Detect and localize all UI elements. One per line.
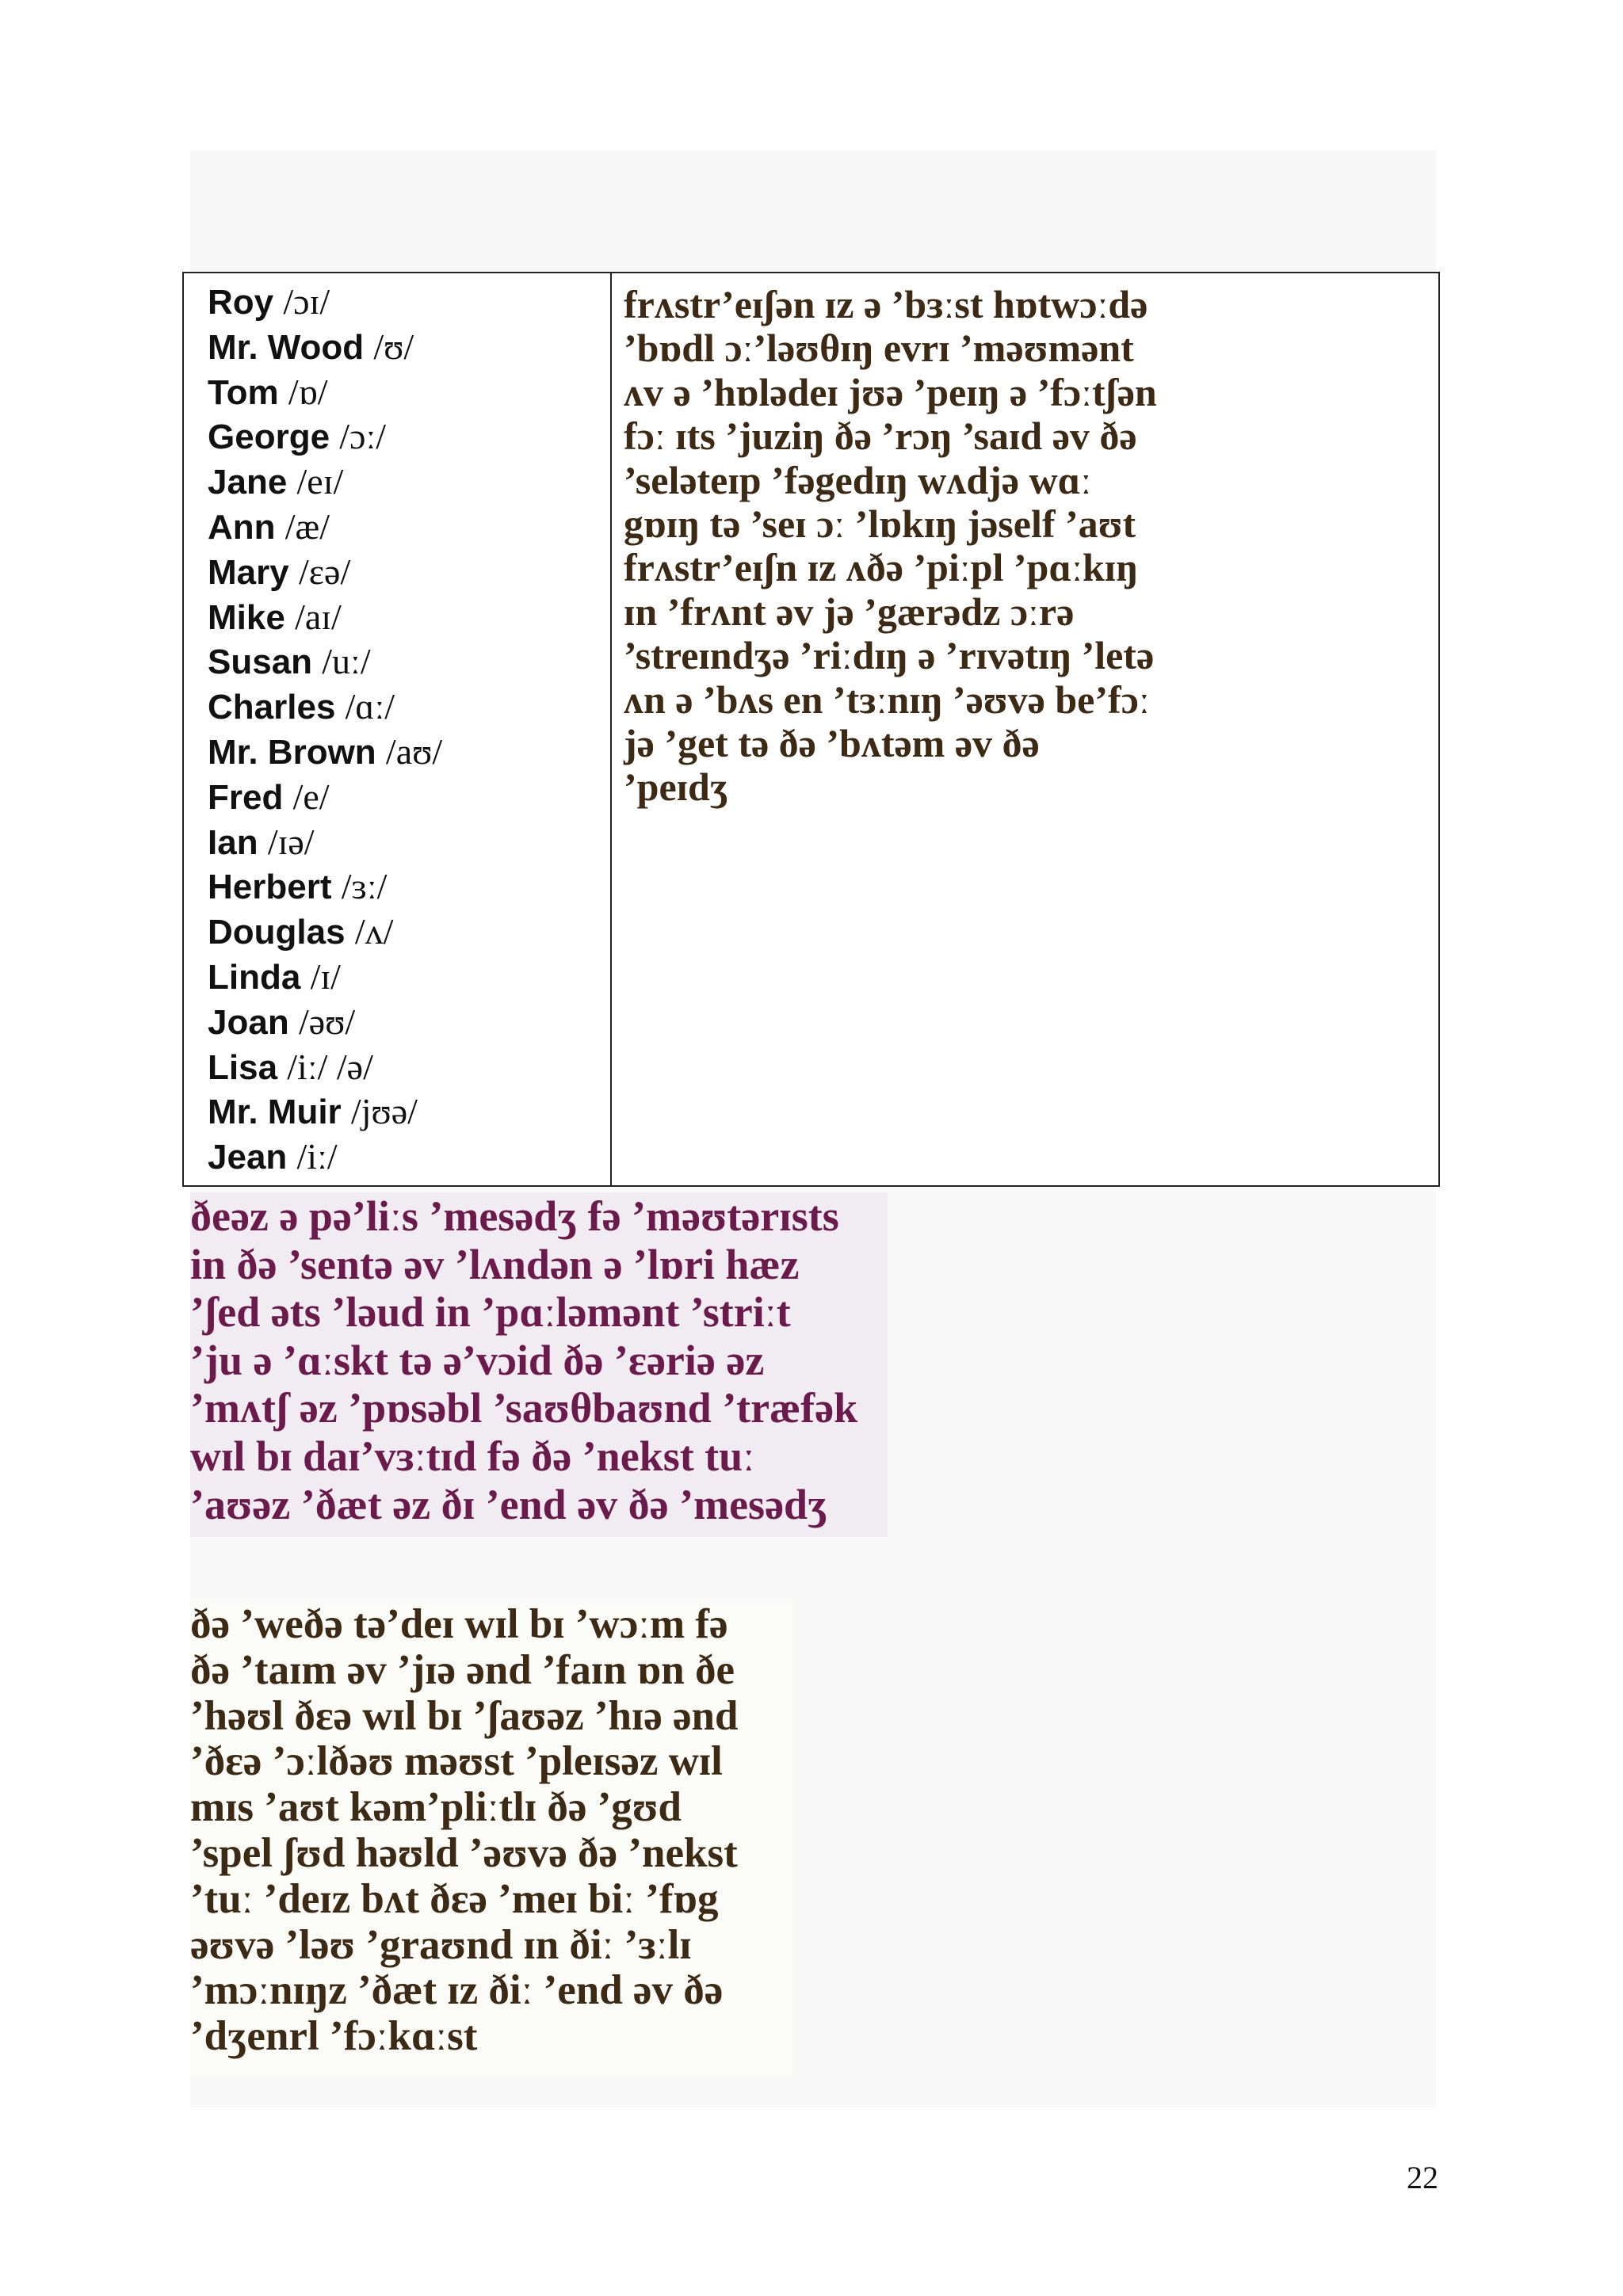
transcript-line: ’dʒenrl ’fɔːkɑːst — [190, 2013, 478, 2060]
vowel-name: Jane — [208, 463, 288, 502]
frustration-transcript — [624, 283, 1424, 810]
vowel-symbol: /ɒ/ — [288, 371, 328, 412]
vowel-symbol: /jʊə/ — [350, 1091, 418, 1132]
vowel-row — [208, 864, 604, 910]
vowel-symbol: /ʊ/ — [373, 326, 414, 367]
column-divider — [610, 273, 612, 1185]
vowel-name: Jean — [208, 1138, 288, 1177]
vowel-name: Susan — [208, 643, 313, 682]
vowel-row — [208, 1135, 604, 1180]
vowel-row — [208, 595, 604, 640]
vowel-name: Herbert — [208, 868, 332, 907]
vowel-row — [208, 325, 604, 370]
vowel-name: Tom — [208, 372, 279, 412]
vowel-name: Roy — [208, 283, 274, 322]
vowel-name: Mike — [208, 597, 285, 637]
transcript-line: ’peɪdʒ — [624, 765, 728, 810]
transcript-line: ’selətеɪp ’fəgedɪŋ wʌdjə wɑː — [624, 457, 1092, 502]
transcript-line: ’aʊəz ’ðæt əz ðɪ ’end əv ðə ’mesədʒ — [190, 1480, 827, 1528]
transcript-line: frʌstr’eɪʃn ɪz ʌðə ’piːpl ’pɑːkɪŋ — [624, 545, 1138, 590]
police-message-transcript — [190, 1192, 888, 1537]
transcript-line: ’bɒdl ɔː’ləʊθɪŋ evrɪ ’məʊmənt — [624, 326, 1134, 371]
transcript-line: əʊvə ’ləʊ ’graʊnd ɪn ðiː ’ɜːlɪ — [190, 1921, 692, 1968]
transcript-line: ðə ’weðə tə’deɪ wɪl bɪ ’wɔːm fə — [190, 1601, 728, 1647]
vowel-symbol: /iː/ /ə/ — [287, 1046, 373, 1087]
vowel-name: Linda — [208, 957, 301, 997]
vowel-symbol: /aʊ/ — [385, 730, 443, 772]
vowel-row — [208, 639, 604, 685]
vowel-name: Mr. Muir — [208, 1093, 342, 1132]
transcript-line: frʌstr’eɪʃən ɪz ə ’bɜːst hɒtwɔːdə — [624, 282, 1148, 326]
vowel-row — [208, 955, 604, 1000]
transcript-line: ’streɪndʒə ’riːdɪŋ ə ’rɪvətɪŋ ’letə — [624, 633, 1155, 678]
transcript-line: ʌv ə ’hɒlədeɪ jʊə ’peɪŋ ə ’fɔːtʃən — [624, 369, 1157, 414]
transcript-line: in ðə ’sentə əv ’lʌndən ə ’lɒri hæz — [190, 1240, 800, 1288]
vowel-name: Fred — [208, 777, 284, 817]
transcript-line: ðeəz ə pə’liːs ’mesədʒ fə ’məʊtərɪsts — [190, 1192, 839, 1240]
vowel-symbol: /ɑː/ — [345, 686, 395, 727]
transcript-line: ɪn ’frʌnt əv jə ’gærədz ɔːrə — [624, 589, 1075, 634]
vowel-row — [208, 414, 604, 460]
vowel-row — [208, 685, 604, 730]
vowel-symbol: /aɪ/ — [295, 596, 342, 637]
vowel-name: Mary — [208, 552, 289, 592]
vowel-row — [208, 1000, 604, 1045]
vowel-symbol: /ɜː/ — [341, 866, 388, 907]
vowel-row — [208, 505, 604, 550]
vowel-symbol: /uː/ — [322, 641, 371, 682]
vowel-row — [208, 550, 604, 595]
transcript-line: ’tuː ’deɪz bʌt ðɛə ’meɪ biː ’fɒg — [190, 1875, 719, 1922]
vowel-name-list — [208, 280, 604, 1180]
vowel-row — [208, 910, 604, 955]
vowel-symbol: /ɪ/ — [310, 955, 341, 997]
vowel-row — [208, 460, 604, 505]
vowel-symbol: /e/ — [292, 776, 330, 817]
vowel-symbol: /iː/ — [296, 1136, 338, 1177]
transcript-line: ’mɔːnɪŋz ’ðæt ɪz ðiː ’end əv ðə — [190, 1967, 724, 2014]
transcript-line: ’ʃed əts ’ləud in ’pɑːləmənt ’striːt — [190, 1288, 791, 1337]
vowel-name: Douglas — [208, 913, 346, 952]
vowel-name: Ann — [208, 507, 276, 547]
transcript-line: ’həʊl ðɛə wɪl bɪ ’ʃaʊəz ’hɪə ənd — [190, 1692, 739, 1739]
vowel-name: Lisa — [208, 1047, 278, 1087]
vowel-row — [208, 775, 604, 820]
vowel-name: George — [208, 418, 330, 457]
vowel-symbol: /ɔɪ/ — [283, 281, 330, 322]
transcript-line: ’ðɛə ’ɔːlðəʊ məʊst ’pleɪsəz wɪl — [190, 1738, 723, 1785]
transcript-line: wɪl bɪ daɪ’vɜːtɪd fə ðə ’nekst tuː — [190, 1432, 755, 1480]
vowel-row — [208, 1045, 604, 1090]
vowel-key-table — [182, 272, 1440, 1187]
vowel-symbol: /ɛə/ — [298, 551, 351, 592]
vowel-row — [208, 1089, 604, 1135]
transcript-line: ʌn ə ’bʌs en ’tɜːnɪŋ ’əʊvə be’fɔː — [624, 677, 1150, 722]
transcript-line: gɒɪŋ tə ’seɪ ɔː ’lɒkɪŋ jəself ’aʊt — [624, 501, 1136, 546]
vowel-row — [208, 280, 604, 325]
vowel-name: Ian — [208, 822, 258, 862]
transcript-line: ’spel ʃʊd həʊld ’əʊvə ðə ’nekst — [190, 1829, 738, 1876]
weather-forecast-transcript — [190, 1602, 792, 2077]
vowel-symbol: /ɪə/ — [267, 821, 315, 862]
vowel-symbol: /ɔː/ — [339, 416, 387, 457]
vowel-symbol: /əʊ/ — [298, 1001, 356, 1042]
transcript-line: ðə ’taɪm əv ’jɪə ənd ’faɪn ɒn ðe — [190, 1646, 735, 1693]
transcript-line: ’ju ə ’ɑːskt tə ə’vɔid ðə ’ɛəriə əz — [190, 1336, 765, 1384]
transcript-line: mɪs ’aʊt kəm’pliːtlɪ ðə ’gʊd — [190, 1784, 682, 1831]
vowel-symbol: /eɪ/ — [296, 461, 344, 502]
vowel-symbol: /ʌ/ — [354, 911, 394, 952]
header-shade — [190, 151, 1436, 273]
vowel-row — [208, 370, 604, 415]
vowel-name: Mr. Wood — [208, 327, 365, 367]
vowel-row — [208, 820, 604, 865]
vowel-row — [208, 730, 604, 775]
transcript-line: jə ’get tə ðə ’bʌtəm əv ðə — [624, 720, 1040, 765]
vowel-name: Joan — [208, 1002, 289, 1042]
vowel-symbol: /æ/ — [285, 505, 330, 547]
transcript-line: ’mʌtʃ əz ’pɒsəbl ’saʊθbaʊnd ’træfək — [190, 1384, 858, 1432]
vowel-name: Charles — [208, 688, 336, 727]
vowel-name: Mr. Brown — [208, 732, 376, 772]
transcript-line: fɔː ɪts ’juziŋ ðə ’rɔŋ ’saɪd əv ðə — [624, 414, 1137, 459]
page-number: 22 — [1407, 2160, 1438, 2195]
